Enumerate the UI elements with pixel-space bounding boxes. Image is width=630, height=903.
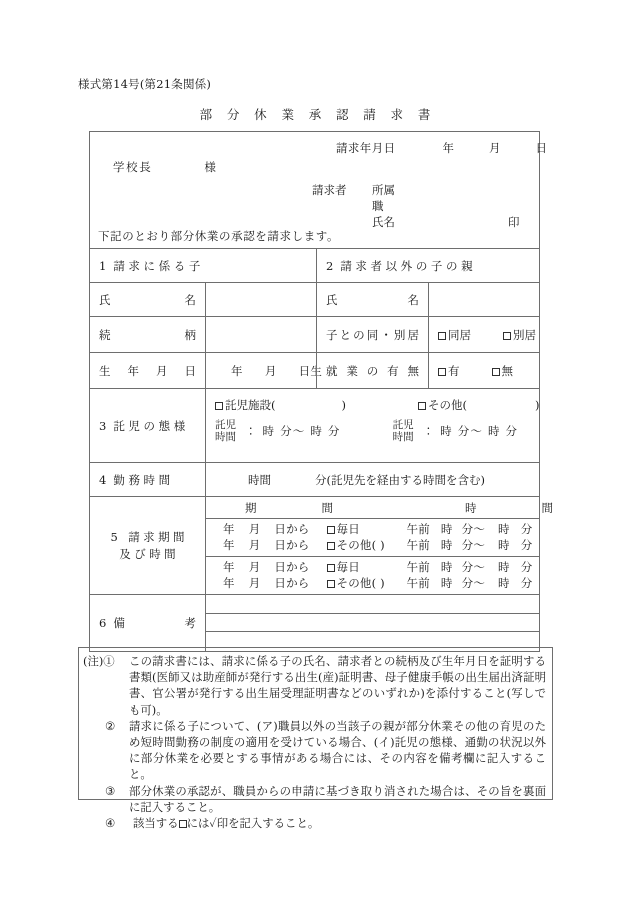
section-titles-row — [90, 248, 539, 282]
entry-hour-end: 時 — [498, 522, 510, 536]
worktime-body[interactable] — [205, 463, 539, 496]
childcare-time-label-2: 託児 時間 — [392, 419, 414, 443]
entry-min-start: 分〜 — [461, 538, 486, 552]
birth-day: 日生 — [298, 363, 323, 378]
childcare-time-value-2[interactable]: ： 時 分〜 時 分 — [422, 424, 519, 438]
birthdate-input[interactable] — [205, 353, 323, 388]
seal-mark: 印 — [508, 215, 520, 229]
employment-options — [428, 353, 539, 388]
section5-number: 5 — [110, 529, 122, 544]
entry-min-start: 分〜 — [461, 576, 486, 590]
section2-title — [316, 249, 539, 282]
birth-year: 年 — [231, 363, 243, 378]
remarks-line[interactable] — [206, 613, 539, 631]
note-text-3: 部分休業の承認が、職員からの申請に基づき取り消された場合は、その旨を裏面に記入すること。 — [129, 783, 546, 814]
note-item-2 — [83, 718, 546, 783]
period-col-header: 期 間 — [245, 500, 347, 515]
period-entry[interactable] — [206, 559, 539, 575]
request-date-label: 請求年月日 — [336, 141, 396, 155]
period-group-1 — [206, 519, 539, 556]
entry-month: 月 — [248, 522, 261, 536]
note-text-4 — [133, 815, 546, 831]
entry-year: 年 — [223, 522, 235, 536]
note-marker-4: ④ — [105, 816, 116, 831]
note-item-1 — [83, 653, 546, 718]
section1-title-text: 請求に係る子 — [113, 258, 204, 273]
form-number: 様式第14号(第21条関係) — [78, 77, 212, 91]
period-entry[interactable] — [206, 575, 539, 591]
remarks-body — [205, 595, 539, 651]
entry-month: 月 — [248, 538, 261, 552]
addressee-honorific: 様 — [204, 160, 216, 174]
claimant-affiliation-field[interactable]: 所属 — [372, 183, 395, 197]
entry-from: 日から — [274, 576, 310, 590]
birthdate-row — [90, 352, 539, 388]
parent-name-input[interactable] — [428, 283, 539, 316]
worktime-minute-note: 分(託児先を経由する時間を含む) — [315, 472, 485, 487]
childcare-type-options — [215, 397, 540, 413]
checkbox-entry-kind[interactable] — [327, 564, 335, 572]
section3-number: 3 — [99, 418, 107, 433]
section3-label — [90, 389, 205, 462]
childcare-row — [90, 388, 539, 462]
remarks-row — [90, 594, 539, 651]
checkbox-entry-kind[interactable] — [327, 542, 335, 550]
employment-label: 就業の有無 — [316, 353, 428, 388]
name-row — [90, 282, 539, 316]
header-row — [90, 132, 547, 248]
entry-month: 月 — [248, 576, 261, 590]
period-entry[interactable] — [206, 537, 539, 553]
checkbox-cohabit-separate[interactable] — [503, 332, 511, 340]
checkbox-cohabit-together[interactable] — [438, 332, 446, 340]
checkbox-childcare-other[interactable] — [418, 402, 426, 410]
section5-title-line2: 及び時間 — [119, 546, 179, 561]
section6-number: 6 — [99, 616, 107, 630]
entry-year: 年 — [223, 576, 235, 590]
relation-row — [90, 316, 539, 352]
entry-hour-end: 時 — [498, 538, 510, 552]
note-text-4-after: には✓印を記入すること。 — [186, 816, 320, 831]
entry-hour-start: 時 — [440, 576, 453, 590]
employment-option-yes-label: 有 — [448, 363, 460, 378]
entry-hour-start: 時 — [440, 522, 453, 536]
section5-label — [90, 497, 205, 594]
period-body — [205, 497, 567, 594]
entry-from: 日から — [274, 538, 310, 552]
child-name-input[interactable] — [205, 283, 316, 316]
period-group-2 — [206, 556, 539, 594]
child-name-label: 氏 名 — [99, 292, 196, 307]
entry-kind[interactable]: 毎日 — [327, 559, 407, 575]
childcare-time-value-1[interactable]: ： 時 分〜 時 分 — [245, 424, 341, 438]
childcare-time-group-2 — [393, 419, 519, 443]
period-column-headers — [206, 497, 567, 519]
childcare-time-row — [215, 419, 530, 443]
childcare-time-label-1: 託児 時間 — [215, 419, 236, 443]
section4-label — [90, 463, 205, 496]
entry-am: 午前 — [406, 576, 430, 590]
childcare-facility-label: 託児施設( — [225, 398, 276, 412]
entry-hour-start: 時 — [440, 560, 453, 574]
section6-label — [90, 595, 205, 651]
entry-kind[interactable]: その他( ) — [327, 575, 407, 591]
notes-box — [78, 647, 553, 831]
section4-title-text: 勤務時間 — [113, 472, 174, 487]
lead-sentence: 下記のとおり部分休業の承認を請求します。 — [98, 229, 340, 243]
checkbox-employed-yes[interactable] — [438, 368, 446, 376]
checkbox-entry-kind[interactable] — [327, 580, 335, 588]
entry-hour-start: 時 — [440, 538, 453, 552]
entry-year: 年 — [223, 538, 235, 552]
birth-month: 月 — [264, 363, 277, 378]
checkbox-childcare-facility[interactable] — [215, 402, 223, 410]
childcare-other-label: その他( — [428, 398, 467, 412]
childcare-body — [205, 389, 539, 462]
addressee-label: 学校長 — [113, 160, 153, 174]
note-item-4 — [83, 815, 546, 831]
entry-min-end: 分 — [520, 538, 533, 552]
note-marker-2: ② — [105, 718, 116, 733]
section3-title-text: 託児の態様 — [113, 418, 189, 433]
entry-min-start: 分〜 — [461, 560, 486, 574]
child-relation-input[interactable] — [205, 317, 316, 352]
section1-title — [90, 249, 316, 282]
remarks-line[interactable] — [206, 595, 539, 613]
request-date-line — [336, 140, 547, 156]
entry-min-start: 分〜 — [461, 522, 486, 536]
employment-option-no-label: 無 — [501, 363, 513, 378]
entry-hour-end: 時 — [498, 576, 510, 590]
cohabit-option-together-label: 同居 — [448, 327, 471, 342]
entry-am: 午前 — [406, 522, 430, 536]
period-row — [90, 496, 567, 594]
entry-min-end: 分 — [520, 576, 533, 590]
note-item-3 — [83, 783, 546, 815]
note-marker-1: (注)① — [83, 654, 115, 668]
entry-hour-end: 時 — [498, 560, 510, 574]
note-marker-3: ③ — [105, 783, 116, 798]
section6-title-text: 備 考 — [113, 616, 196, 630]
child-relation-label: 続 柄 — [99, 327, 196, 342]
cohabit-label: 子との同・別居 — [316, 317, 428, 352]
entry-kind[interactable]: その他( ) — [327, 537, 407, 553]
birthdate-label: 生 年 月 日 — [99, 363, 196, 378]
request-date-month[interactable]: 月 — [489, 141, 501, 155]
worktime-row — [90, 462, 539, 496]
entry-year: 年 — [223, 560, 235, 574]
checkbox-employed-no[interactable] — [492, 368, 500, 376]
entry-am: 午前 — [406, 560, 430, 574]
section5-title-line1: 5 請求期間 — [110, 529, 188, 544]
entry-min-end: 分 — [520, 560, 533, 574]
claimant-label: 請求者 — [312, 183, 347, 197]
section4-number: 4 — [99, 472, 107, 487]
checkbox-icon — [179, 820, 187, 828]
entry-min-end: 分 — [520, 522, 533, 536]
section2-number: 2 — [326, 258, 334, 273]
cohabit-options — [428, 317, 539, 352]
worktime-hour-label: 時間 — [248, 472, 271, 487]
section2-title-text: 請求者以外の子の親 — [340, 258, 477, 273]
section1-number: 1 — [99, 258, 107, 273]
note-text-4-before: 該当する — [133, 816, 179, 831]
parent-name-label: 氏 名 — [316, 283, 428, 316]
period-entry[interactable] — [206, 521, 539, 537]
time-col-header: 時 間 — [465, 500, 567, 515]
request-date-day[interactable]: 日 — [535, 141, 547, 155]
childcare-facility-close: ) — [341, 398, 346, 412]
page-title: 部 分 休 業 承 認 請 求 書 — [199, 107, 436, 122]
claimant-position-field[interactable]: 職 — [372, 199, 384, 213]
cohabit-option-separate-label: 別居 — [513, 327, 536, 342]
header-block — [90, 132, 547, 248]
note-text-2: 請求に係る子について、(ア)職員以外の当該子の親が部分休業その他の育児のため短時間勤務の制度の適用を受けている場合、(イ)託児の態様、通勤の状況以外に部分休業を必要とする事情がある場合には、その内容を備考欄に記入すること。 — [129, 718, 546, 782]
entry-am: 午前 — [406, 538, 430, 552]
request-date-year[interactable]: 年 — [442, 141, 454, 155]
addressee-line — [113, 159, 216, 175]
entry-from: 日から — [274, 522, 310, 536]
claimant-name-field[interactable]: 氏名 — [372, 215, 395, 229]
entry-month: 月 — [248, 560, 261, 574]
childcare-other-close: ) — [535, 398, 540, 412]
note-text-1: この請求書には、請求に係る子の氏名、請求者との続柄及び生年月日を証明する書類(医師又は助産師が発行する出生(産)証明書、母子健康手帳の出生届出済証明書、官公署が発行する出生届受理証明書などのいずれか)を添付すること(写しでも可)。 — [129, 654, 546, 717]
checkbox-entry-kind[interactable] — [327, 526, 335, 534]
main-form-table — [89, 131, 567, 652]
entry-kind[interactable]: 毎日 — [327, 521, 407, 537]
entry-from: 日から — [274, 560, 310, 574]
